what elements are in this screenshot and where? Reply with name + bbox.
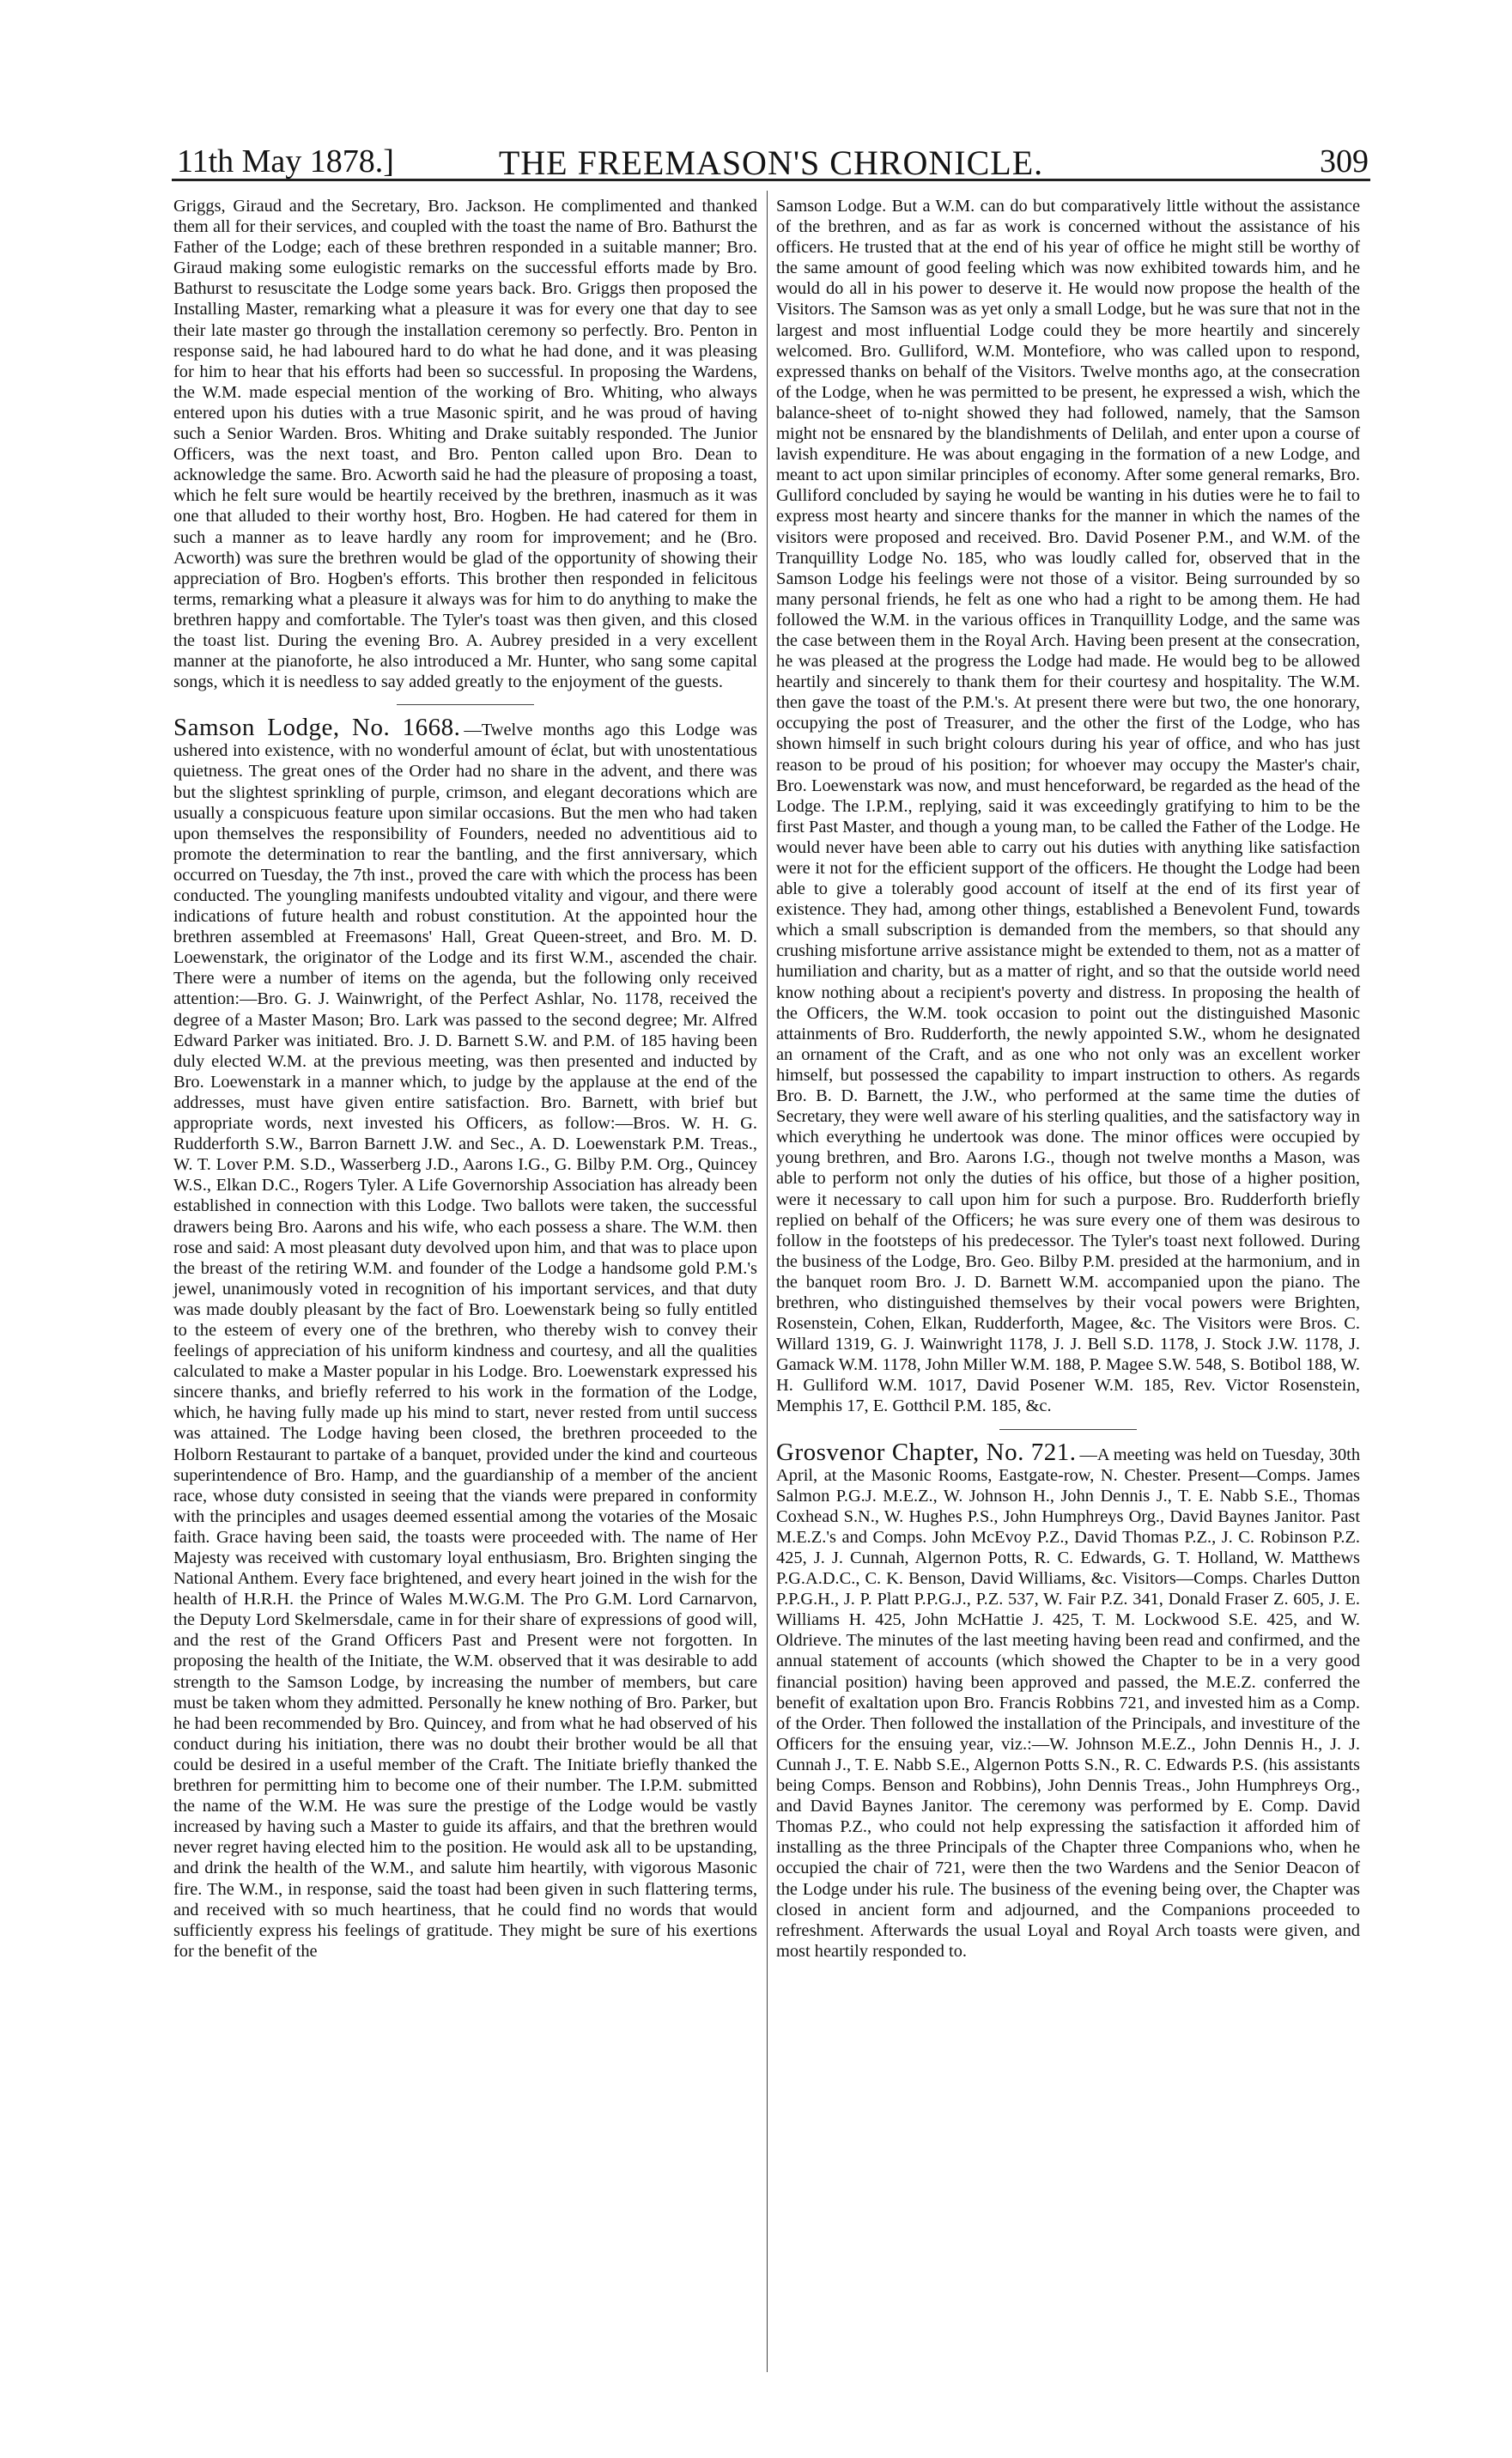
article-body: —A meeting was held on Tuesday, 30th April, at the Masonic Rooms, Eastgate-row, N. Chester. Present—Comps. James Salmon P.G.J. M.E.Z., W. Johnson H., John Dennis J., T. E. Nabb S.E., Thomas Coxhead S.N., W. Hughes P.S., John Humphreys Org., David Baynes Janitor. Past M.E.Z.'s and Comps. John McEvoy P.Z., David Thomas P.Z., J. C. Robinson P.Z. 425, J. J. Cunnah, Algernon Potts, R. C. Edwards, G. T. Holland, W. Matthews P.G.A.D.C., C. K. Benson, David Williams, &c. Visitors—Comps. Charles Dutton P.P.G.H., J. P. Platt P.P.G.J., P.Z. 537, W. Fair P.Z. 341, Donald Fraser Z. 605, J. E. Williams H. 425, John McHattie J. 425, T. M. Lockwood S.E. 425, and W. Oldrieve. The minutes of the last meeting having been read and confirmed, and the annual statement of accounts (which showed the Chapter to be in a very good financial position) having been approved and passed, the M.E.Z. conferred the benefit of exaltation upon Bro. Francis Robbins 721, and invested him as a Comp. of the Order. Then followed the installation of the Principals, and investiture of the Officers for the ensuing year, viz.:—W. Johnson M.E.Z., John Dennis H., J. J. Cunnah J., T. E. Nabb S.E., Algernon Potts S.N., R. C. Edwards P.S. (his assistants being Comps. Benson and Robbins), John Dennis Treas., John Humphreys Org., and David Baynes Janitor. The ceremony was performed by E. Comp. David Thomas P.Z., who could not help expressing the satisfaction it afforded him of installing as the three Principals of the Chapter three Companions who, when he occupied the chair of 721, were then the two Wardens and the Senior Deacon of the Lodge under his rule. The business of the evening being over, the Chapter was closed in ancient form and adjourned, and the Companions proceeded to refreshment. Afterwards the usual Loyal and Royal Arch toasts were given, and most heartily responded to.: [776, 1445, 1361, 1961]
column-left: [173, 196, 757, 1962]
article-separator: [999, 1429, 1137, 1430]
article-heading: Samson Lodge, No. 1668.: [173, 714, 461, 742]
article-grosvenor-chapter: [776, 1438, 1361, 1962]
masthead-rule: [172, 179, 1370, 181]
column-divider: [767, 191, 768, 2372]
column-right: [776, 196, 1360, 1962]
article-continuation-text: Griggs, Giraud and the Secretary, Bro. Jackson. He complimented and thanked them all for their services, and coupled with the toast the name of Bro. Bathurst the Father of the Lodge; each of these brethren responded in a suitable manner; Bro. Giraud making some eulogistic remarks on the successful efforts made by Bro. Bathurst to resuscitate the Lodge some years back. Bro. Griggs then proposed the Installing Master, remarking what a pleasure it was for every one that day to see their late master go through the installation ceremony so perfectly. Bro. Penton in response said, he had laboured hard to do what he had done, and it was pleasing for him to hear that his efforts had been so successful. In proposing the Wardens, the W.M. made especial mention of the working of Bro. Whiting, who always entered upon his duties with a true Masonic spirit, and he was proud of having such a Senior Warden. Bros. Whiting and Drake suitably responded. The Junior Officers, was the next toast, and Bro. Penton called upon Bro. Dean to acknowledge the same. Bro. Acworth said he had the pleasure of proposing a toast, which he felt sure would be heartily received by the brethren, inasmuch as it was one that alluded to their worthy host, Bro. Hogben. He had catered for them in such a manner as to leave hardly any room for improvement; and he (Bro. Acworth) was sure the brethren would be glad of the opportunity of showing their appreciation of Bro. Hogben's efforts. This brother then responded in felicitous terms, remarking what a pleasure it always was for him to do anything to make the brethren happy and comfortable. The Tyler's toast was then given, and this closed the toast list. During the evening Bro. A. Aubrey presided in a very excellent manner at the pianoforte, he also introduced a Mr. Hunter, who sang some capital songs, which it is needless to say added greatly to the enjoyment of the guests.: [173, 197, 757, 692]
publication-title: THE FREEMASON'S CHRONICLE.: [498, 143, 1044, 182]
issue-date: 11th May 1878.]: [177, 143, 394, 179]
article-heading: Grosvenor Chapter, No. 721.: [776, 1438, 1077, 1466]
article-samson-lodge: [173, 714, 757, 1962]
article-samson-lodge-continued: Samson Lodge. But a W.M. can do but comparatively little without the assistance of the brethren, and as far as work is concerned without the assistance of his officers. He trusted that at the end of his year of office he might still be worthy of the same amount of good feeling which was now exhibited towards him, and he would do all in his power to deserve it. He would now propose the health of the Visitors. The Samson was as yet only a small Lodge, but he was sure that not in the largest and most influential Lodge could they be more heartily and sincerely welcomed. Bro. Gulliford, W.M. Montefiore, who was called upon to respond, expressed thanks on behalf of the Visitors. Twelve months ago, at the consecration of the Lodge, when he was permitted to be present, he expressed a wish, which the balance-sheet of to-night showed they had followed, namely, that the Samson might not be ensnared by the blandishments of Delilah, and enter upon a course of lavish expenditure. He was about engaging in the formation of a new Lodge, and meant to act upon similar principles of economy. After some general remarks, Bro. Gulliford concluded by saying he would be wanting in his duties were he to fail to express most hearty and sincere thanks for the manner in which the names of the visitors were proposed and received. Bro. David Posener P.M., and W.M. of the Tranquillity Lodge No. 185, who was loudly called for, observed that in the Samson Lodge his feelings were not those of a visitor. Being surrounded by so many personal friends, he felt as one who had a right to be among them. He had followed the W.M. in the various offices in Tranquillity Lodge, and the same was the case between them in the Royal Arch. Having been present at the consecration, he was pleased at the progress the Lodge had made. He would beg to be allowed heartily and sincerely to thank them for their courtesy and hospitality. The W.M. then gave the toast of the P.M.'s. At present there were but two, the one honorary, occupying the post of Treasurer, and the other the first of the Lodge, who has shown himself in such bright colours during his year of office, and who has just reason to be proud of his position; for whoever may occupy the Master's chair, Bro. Loewenstark was now, and must henceforward, be regarded as the head of the Lodge. The I.P.M., replying, said it was exceedingly gratifying to him to be the first Past Master, and though a young man, to be called the Father of the Lodge. He would never have been able to carry out his duties with anything like satisfaction were it not for the efficient support of the officers. He thought the Lodge had been able to give a tolerably good account of itself at the end of its first year of existence. They had, among other things, established a Benevolent Fund, towards which a small subscription is demanded from the members, so that should any crushing misfortune arrive assistance might be extended to them, not as a matter of humiliation and charity, but as a matter of right, and so that the outside world need know nothing about a recipient's poverty and distress. In proposing the health of the Officers, the W.M. took occasion to point out the distinguished Masonic attainments of Bro. Rudderforth, the newly appointed S.W., whom he designated an ornament of the Craft, and as one who not only was an excellent worker himself, but possessed the capability to impart instruction to others. As regards Bro. B. D. Barnett, the J.W., who performed at the same time the duties of Secretary, they were well aware of his sterling qualities, and the satisfactory way in which everything he undertook was done. The minor offices were occupied by young brethren, and Bro. Aarons I.G., though not twelve months a Mason, was able to perform not only the duties of his office, but those of a higher position, were it necessary to call upon him for such a purpose. Bro. Rudderforth briefly replied on behalf of the Officers; he was sure every one of them was desirous to follow in the footsteps of his predecessor. The Tyler's toast next followed. During the business of the Lodge, Bro. Geo. Bilby P.M. presided at the harmonium, and in the banquet room Bro. J. D. Barnett W.M. accompanied upon the piano. The brethren, who distinguished themselves by their vocal powers were Brighten, Rosenstein, Cohen, Elkan, Rudderforth, Magee, &c. The Visitors were Bros. C. Willard 1319, G. J. Wainwright 1178, J. J. Bell S.D. 1178, J. Stock J.W. 1178, J. Gamack W.M. 1178, John Miller W.M. 188, P. Magee S.W. 548, S. Botibol 188, W. H. Gulliford W.M. 1017, David Posener W.M. 185, Rev. Victor Rosenstein, Memphis 17, E. Gotthcil P.M. 185, &c.: [776, 197, 1360, 1416]
article-body: —Twelve months ago this Lodge was ushered into existence, with no wonderful amount of éclat, but with unostentatious quietness. The great ones of the Order had no share in the advent, and there was but the slightest sprinkling of purple, crimson, and elegant decorations which are usually a conspicuous feature upon similar occasions. But the men who had taken upon themselves the responsibility of Founders, needed no adventitious aid to promote the determination to rear the bantling, and the first anniversary, which occurred on Tuesday, the 7th inst., proved the care with which the process has been conducted. The youngling manifests undoubted vitality and vigour, and there were indications of future health and robust constitution. At the appointed hour the brethren assembled at Freemasons' Hall, Great Queen-street, and Bro. M. D. Loewenstark, the originator of the Lodge and its first W.M., ascended the chair. There were a number of items on the agenda, but the following only received attention:—Bro. G. J. Wainwright, of the Perfect Ashlar, No. 1178, received the degree of a Master Mason; Bro. Lark was passed to the second degree; Mr. Alfred Edward Parker was initiated. Bro. J. D. Barnett S.W. and P.M. of 185 having been duly elected W.M. at the previous meeting, was then presented and inducted by Bro. Loewenstark in a manner which, to judge by the applause at the end of the addresses, must have given entire satisfaction. Bro. Barnett, with brief but appropriate words, next invested his Officers, as follow:—Bros. W. H. G. Rudderforth S.W., Barron Barnett J.W. and Sec., A. D. Loewenstark P.M. Treas., W. T. Lover P.M. S.D., Wasserberg J.D., Aarons I.G., G. Bilby P.M. Org., Quincey W.S., Elkan D.C., Rogers Tyler. A Life Governorship Association has already been established in connection with this Lodge. Two ballots were taken, the successful drawers being Bro. Aarons and his wife, who each possess a share. The W.M. then rose and said: A most pleasant duty devolved upon him, and that was to place upon the breast of the retiring W.M. and founder of the Lodge a handsome gold P.M.'s jewel, unanimously voted in recognition of his important services, and that duty was made doubly pleasant by the fact of Bro. Loewenstark being so fully entitled to the esteem of every one of the brethren, who thereby wish to convey their feelings of appreciation of his uniform kindness and courtesy, and all the qualities calculated to make a Master popular in his Lodge. Bro. Loewenstark expressed his sincere thanks, and briefly referred to his work in the formation of the Lodge, which, he having fully made up his mind to start, never rested from until success was attained. The Lodge having been closed, the brethren proceeded to the Holborn Restaurant to partake of a banquet, provided under the kind and courteous superintendence of Bro. Hamp, and the guardianship of a member of the ancient race, whose duty consisted in seeing that the viands were prepared in conformity with the principles and usages deemed essential among the votaries of the Mosaic faith. Grace having been said, the toasts were proceeded with. The name of Her Majesty was received with customary loyal enthusiasm, Bro. Brighten singing the National Anthem. Every face brightened, and every heart joined in the wish for the health of H.R.H. the Prince of Wales M.W.G.M. The Pro G.M. Lord Carnarvon, the Deputy Lord Skelmersdale, came in for their share of expressions of good will, and the rest of the Grand Officers Past and Present were not forgotten. In proposing the health of the Initiate, the W.M. observed that it was desirable to add strength to the Samson Lodge, by increasing the number of members, but care must be taken whom they admitted. Personally he knew nothing of Bro. Parker, but he had been recommended by Bro. Quincey, and from what he had observed of his conduct during his initiation, there was no doubt their brother would be all that could be desired in a useful member of the Craft. The Initiate briefly thanked the brethren for permitting him to become one of their number. The I.P.M. submitted the name of the W.M. He was sure the prestige of the Lodge would be vastly increased by having such a Master to guide its affairs, and that the brethren would never regret having elected him to the position. He would ask all to be upstanding, and drink the health of the W.M., and salute him heartily, with vigorous Masonic fire. The W.M., in response, said the toast had been given in such flattering terms, and received with so much heartiness, that he could find no words that would sufficiently express his feelings of gratitude. They might be sure of his exertions for the benefit of the: [173, 721, 757, 1961]
article-separator: [397, 704, 534, 705]
page-number: 309: [1320, 143, 1369, 179]
